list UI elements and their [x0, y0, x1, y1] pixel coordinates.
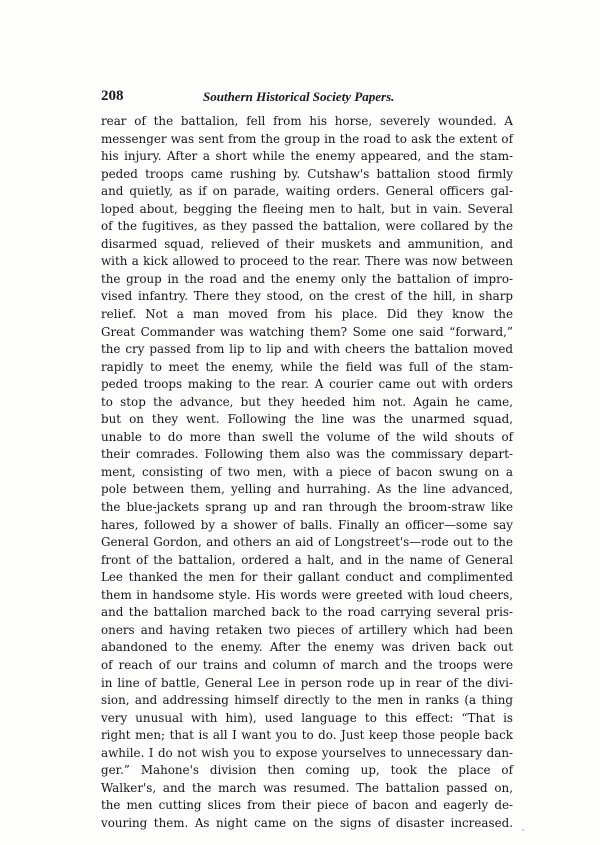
text-line: of reach of our trains and column of march and the troops were — [101, 657, 513, 672]
text-line: relief. Not a man moved from his place. Did they know the — [101, 307, 513, 322]
text-line: abandoned to the enemy. After the enemy was driven back out — [101, 640, 513, 655]
text-line: of the fugitives, as they passed the battalion, were collared by the — [101, 219, 513, 234]
page-number: 208 — [101, 88, 124, 104]
text-line: Lee thanked the men for their gallant conduct and complimented — [101, 570, 513, 585]
page-header — [101, 88, 513, 108]
text-line: the men cutting slices from their piece of bacon and eagerly de- — [101, 798, 513, 813]
scan-speck: ˛ — [521, 822, 526, 832]
text-line: hares, followed by a shower of balls. Finally an officer—some say — [101, 517, 513, 532]
text-line: oners and having retaken two pieces of artillery which had been — [101, 622, 513, 637]
text-line: their comrades. Following them also was the commissary depart- — [101, 447, 513, 462]
running-title: Southern Historical Society Papers. — [203, 89, 395, 104]
text-line: Great Commander was watching them? Some one said “forward,” — [101, 324, 513, 339]
text-line: and quietly, as if on parade, waiting orders. General officers gal- — [101, 184, 513, 199]
text-line: the group in the road and the enemy only the battalion of impro- — [101, 271, 513, 286]
text-line: loped about, begging the fleeing men to halt, but in vain. Several — [101, 201, 513, 216]
text-line: but on they went. Following the line was the unarmed squad, — [101, 412, 513, 427]
text-line: rapidly to meet the enemy, while the field was full of the stam- — [101, 359, 513, 374]
text-line: messenger was sent from the group in the road to ask the extent of — [101, 131, 513, 146]
text-line: pole between them, yelling and hurrahing. As the line advanced, — [101, 482, 513, 497]
text-line: the blue-jackets sprang up and ran through the broom-straw like — [101, 500, 513, 515]
text-line: and the battalion marched back to the road carrying several pris- — [101, 605, 513, 620]
text-line: in line of battle, General Lee in person rode up in rear of the divi- — [101, 675, 513, 690]
text-line: his injury. After a short while the enemy appeared, and the stam- — [101, 149, 513, 164]
text-line: peded troops came rushing by. Cutshaw's battalion stood firmly — [101, 166, 513, 181]
body-text — [101, 113, 513, 832]
text-line: vouring them. As night came on the signs of disaster increased. — [101, 815, 513, 830]
text-line: vised infantry. There they stood, on the crest of the hill, in sharp — [101, 289, 513, 304]
text-line: the cry passed from lip to lip and with cheers the battalion moved — [101, 342, 513, 357]
text-line: very unusual with him), used language to this effect: “That is — [101, 710, 513, 725]
text-line: front of the battalion, ordered a halt, and in the name of General — [101, 552, 513, 567]
text-line: them in handsome style. His words were greeted with loud cheers, — [101, 587, 513, 602]
text-line: ger.” Mahone's division then coming up, took the place of — [101, 763, 513, 778]
text-line: disarmed squad, relieved of their muskets and ammunition, and — [101, 236, 513, 251]
text-line: rear of the battalion, fell from his horse, severely wounded. A — [101, 114, 513, 128]
text-line: ment, consisting of two men, with a piece of bacon swung on a — [101, 464, 513, 479]
text-line: awhile. I do not wish you to expose yourselves to unnecessary dan- — [101, 745, 513, 760]
text-line: peded troops making to the rear. A courier came out with orders — [101, 377, 513, 392]
text-line: right men; that is all I want you to do. Just keep those people back — [101, 728, 513, 743]
text-line: to stop the advance, but they heeded him not. Again he came, — [101, 394, 513, 409]
text-line: unable to do more than swell the volume of the wild shouts of — [101, 429, 513, 444]
text-line: sion, and addressing himself directly to the men in ranks (a thing — [101, 693, 513, 708]
text-line: General Gordon, and others an aid of Longstreet's—rode out to the — [101, 535, 513, 550]
text-line: with a kick allowed to proceed to the rear. There was now between — [101, 254, 513, 269]
text-line: Walker's, and the march was resumed. The battalion passed on, — [101, 780, 513, 795]
